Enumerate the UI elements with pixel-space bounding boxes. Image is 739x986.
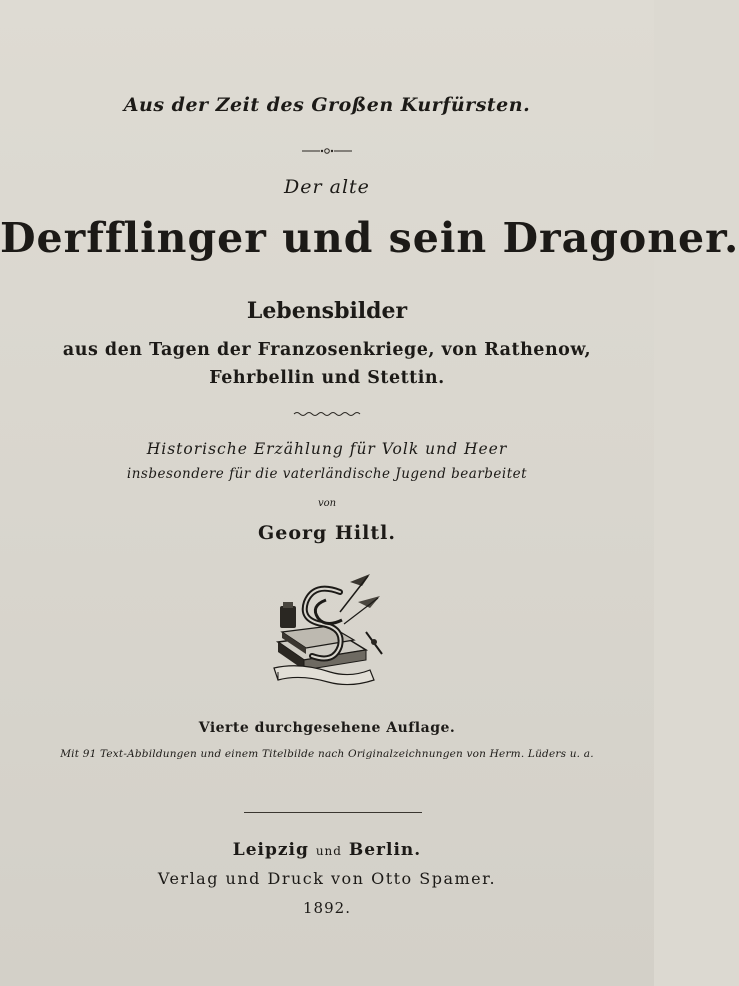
publication-year: 1892. (303, 899, 351, 917)
divider-rule (244, 812, 422, 813)
place-berlin: Berlin. (348, 840, 422, 860)
place-and: und (315, 844, 342, 858)
wavy-ornament-divider-icon (294, 410, 360, 418)
subtitle-line-2: Fehrbellin und Stettin. (209, 368, 445, 388)
dot-ornament-divider-icon (302, 146, 352, 156)
publication-place (0, 840, 654, 860)
pre-title: Der alte (284, 176, 370, 198)
main-title: Derfflinger und sein Dragoner. (0, 214, 739, 262)
description-line-2: insbesondere für die vaterländische Jugend bearbeitet (126, 466, 528, 482)
illustrations-note: Mit 91 Text-Abbildungen und einem Titelbilde nach Originalzeichnungen von Herm. Lüders u. a. (60, 748, 594, 760)
edition-note: Vierte durchgesehene Auflage. (198, 720, 456, 736)
publisher-line: Verlag und Druck von Otto Spamer. (157, 869, 497, 888)
place-leipzig: Leipzig (232, 840, 309, 860)
genre-label: Lebensbilder (246, 298, 408, 324)
by-label: von (317, 498, 337, 509)
description-line-1: Historische Erzählung für Volk und Heer (146, 440, 508, 458)
author-name: Georg Hiltl. (258, 522, 396, 544)
series-title: Aus der Zeit des Großen Kurfürsten. (123, 94, 531, 116)
subtitle-line-1: aus den Tagen der Franzosenkriege, von Rathenow, (62, 340, 592, 360)
publisher-monogram-emblem-icon (270, 572, 385, 690)
